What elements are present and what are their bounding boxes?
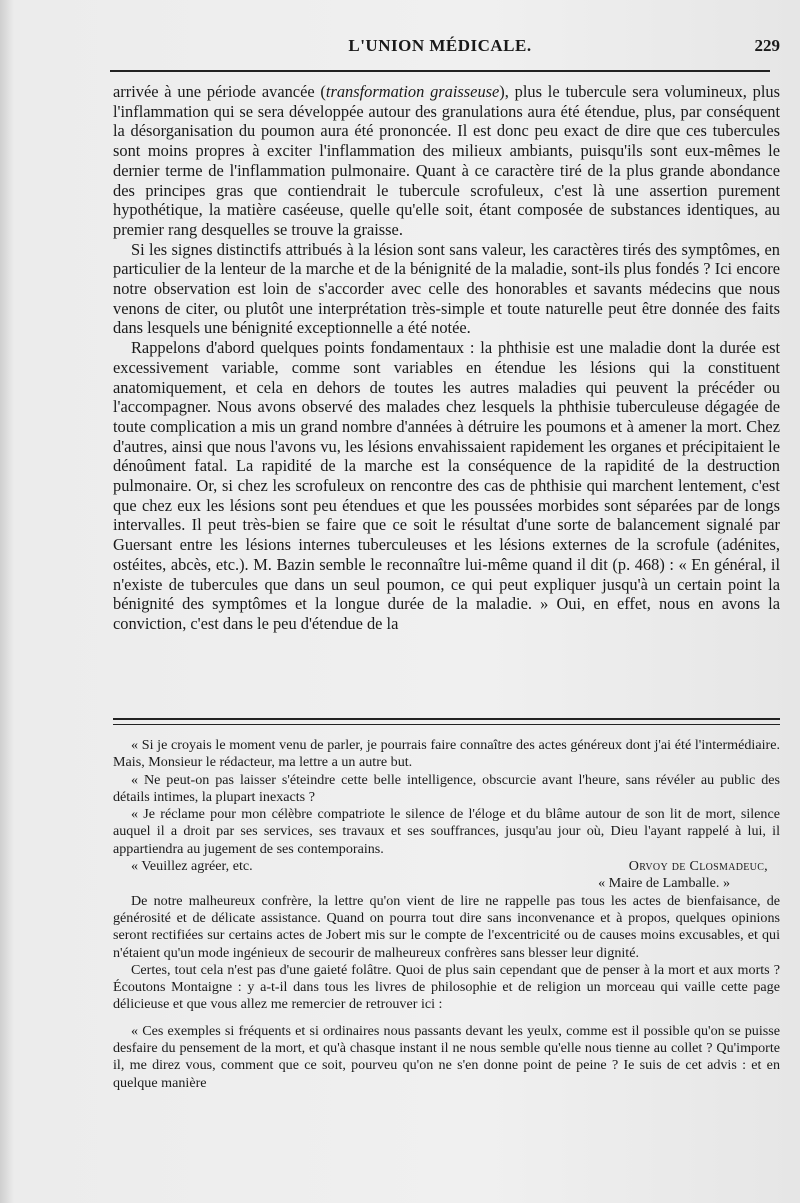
spacer: [113, 1014, 780, 1023]
footnote-rule: [113, 718, 780, 725]
quotation: « Ces exemples si fréquents et si ordinaires nous passants devant les yeulx, comme est il possible qu'on se puisse desfaire du pensement de la mort, et qu'à chasque instant il ne nous semble qu'elle nous tienne au collet ? Qu'importe il, me direz vous, comment que ce soit, pourveu qu'on ne s'en donne point de peine ? Ie suis de cet advis : et en quelque manière: [113, 1022, 780, 1091]
footnote-paragraph: « Ne peut-on pas laisser s'éteindre cette belle intelligence, obscurcie avant l'heure, sans révéler au public des détails intimes, la plupart inexacts ?: [113, 771, 780, 805]
closing-formula: « Veuillez agréer, etc.: [131, 858, 253, 875]
italic-term: transformation graisseuse: [325, 82, 500, 101]
header-rule: [110, 70, 770, 72]
closing-line: [113, 858, 780, 875]
footnote-paragraph: « Je réclame pour mon célèbre compatriote le silence de l'éloge et du blâme autour de son lit de mort, silence auquel il a droit par ses services, ses travaux et ses souffrances, jusqu'au jour où, Dieu l'ayant rappelé à lui, il appartiendra au jugement de ses contemporains.: [113, 806, 780, 857]
paragraph: Rappelons d'abord quelques points fondamentaux : la phthisie est une maladie dont la durée est excessivement variable, comme sont variables en étendue les lésions qui la constituent anatomiquement, et cela en dehors de toutes les autres maladies qui peuvent la précéder ou l'accompagner. Nous avons observé des malades chez lesquels la phthisie tuberculeuse dégagée de toute complication a mis un grand nombre d'années à détruire les poumons et à amener la mort. Chez d'autres, ainsi que nous l'avons vu, les lésions envahissaient rapidement les organes et précipitaient le dénoûment fatal. La rapidité de la marche est la conséquence de la rapidité de la destruction pulmonaire. Or, si chez les scrofuleux on rencontre des cas de phthisie qui marchent lentement, c'est que chez eux les lésions sont peu étendues et que les poussées morbides sont séparées par de longs intervalles. Il peut très-bien se faire que ce soit le résultat d'une sorte de balancement signalé par Guersant entre les lésions internes tuberculeuses et les lésions externes de la scrofule (adénites, ostéites, abcès, etc.). M. Bazin semble le reconnaître lui-même quand il dit (p. 468) : « En général, il n'existe de tubercules que dans un seul poumon, ce qui peut expliquer jusqu'à un certain point la bénignité des symptômes et la longue durée de la maladie. » Oui, en effet, nous en avons la conviction, c'est dans le peu d'étendue de la: [113, 338, 780, 633]
footnote-paragraph: De notre malheureux confrère, la lettre qu'on vient de lire ne rappelle pas tous les actes de bienfaisance, de générosité et de délicate assistance. Quand on pourra tout dire sans inconvenance et à propos, quelques opinions seront rectifiées sur certains actes de Jobert mis sur le compte de l'excentricité ou de causes moins excusables, et qui n'étaient qu'un mode ingénieux de secourir de malheureux confrères sans blesser leur dignité.: [113, 892, 780, 961]
paragraph: Si les signes distinctifs attribués à la lésion sont sans valeur, les caractères tirés des symptômes, en particulier de la lenteur de la marche et de la bénignité de la maladie, sont-ils plus fondés ? Ici encore notre observation est loin de s'accorder avec celle des honorables et savants médecins que nous venons de citer, ou plutôt une interprétation très-simple et toute naturelle peut être donnée des faits dans lesquels une bénignité exceptionnelle a été notée.: [113, 239, 780, 338]
footnote-paragraph: « Si je croyais le moment venu de parler, je pourrais faire connaître des actes généreux dont j'ai été l'intermédiaire. Mais, Monsieur le rédacteur, ma lettre a un autre but.: [113, 737, 780, 771]
signature-title: « Maire de Lamballe. »: [598, 875, 730, 892]
running-title: L'UNION MÉDICALE.: [348, 36, 532, 55]
paragraph-text: ), plus le tubercule sera volumineux, plus l'inflammation qui se sera développée autour des granulations aura été étendue, plus, par conséquent la désorganisation du poumon aura été prononcée. Il est donc peu exact de dire que ces tubercules sont moins propres à exciter l'inflammation des milieux ambiants, puisqu'ils sont eux-mêmes le dernier terme de l'inflammation pulmonaire. Quant à ce caractère tiré de la plus grande abondance des principes gras que contiendrait le tubercule scrofuleux, c'est là une assertion purement hypothétique, la matière caséeuse, quelle qu'elle soit, étant composée de substances identiques, au premier rang desquelles se trouve la graisse.: [113, 82, 780, 239]
page-number: 229: [754, 36, 780, 55]
page-header: [100, 36, 780, 66]
paragraph: [113, 82, 780, 240]
paragraph-text: arrivée à une période avancée (: [113, 82, 326, 101]
main-text: [113, 82, 780, 634]
signature: Orvoy de Closmadeuc,: [628, 858, 768, 875]
footnote-paragraph: Certes, tout cela n'est pas d'une gaieté folâtre. Quoi de plus sain cependant que de penser à la mort et aux morts ? Écoutons Montaigne : y a-t-il dans tous les livres de philosophie et de religion un morceau qui vaille cette page délicieuse et que vous allez me remercier de retrouver ici :: [113, 961, 780, 1013]
footnotes: [113, 737, 780, 1092]
